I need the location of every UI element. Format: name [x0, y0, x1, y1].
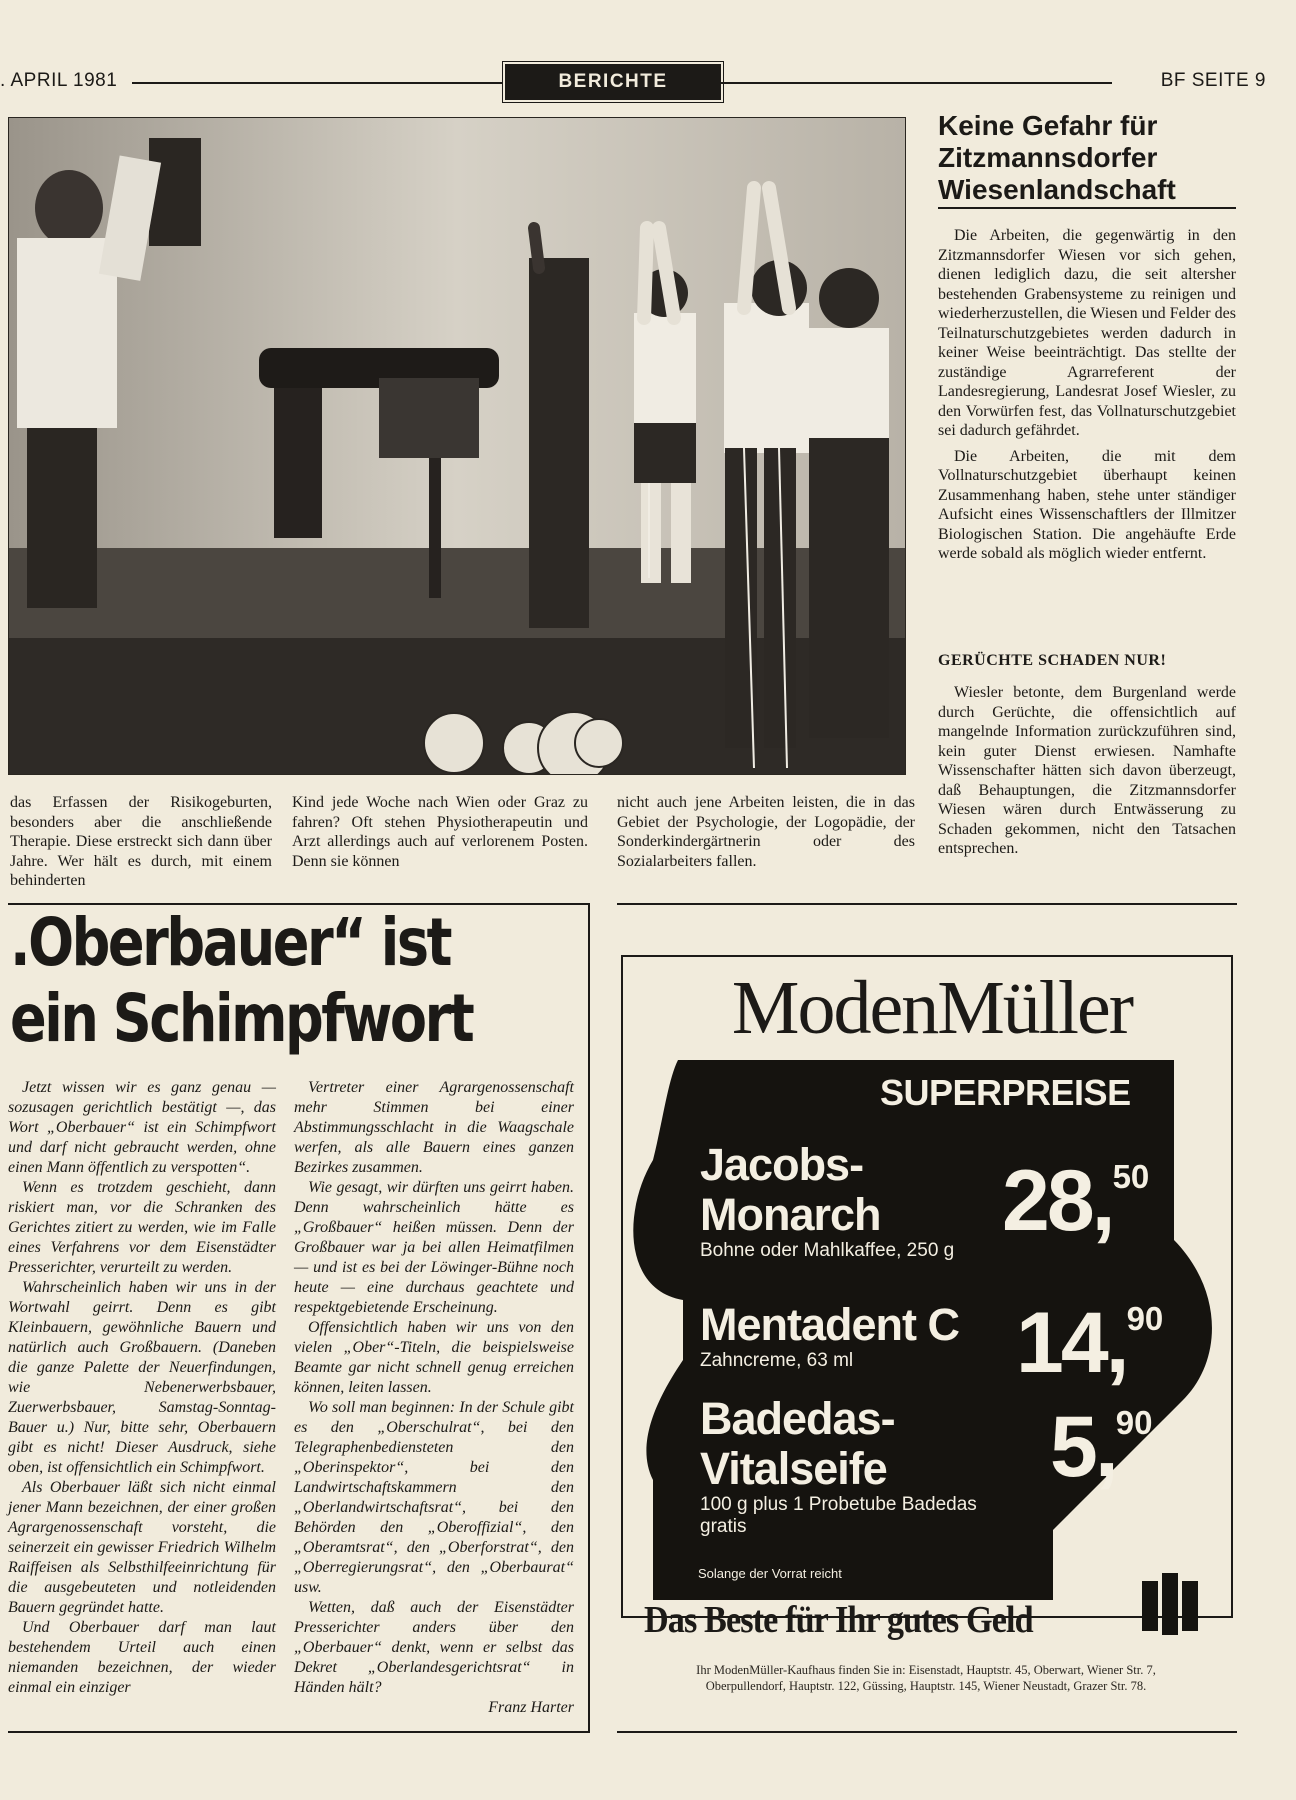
- price-cents: 90: [1115, 1404, 1153, 1441]
- ad-address-line: Oberpullendorf, Hauptstr. 122, Güssing, Hauptstr. 145, Wiener Neustadt, Grazer Str. 78.: [705, 1679, 1147, 1693]
- product-description: Zahncreme, 63 ml: [700, 1350, 854, 1371]
- article-subhead: GERÜCHTE SCHADEN NUR!: [938, 652, 1167, 669]
- article-column-3: nicht auch jene Arbeiten leisten, die in das Gebiet der Psychologie, der Logopädie, der Sonderkindergärtnerin oder des Sozialarbeiters fallen.: [617, 794, 915, 870]
- price-cents: 50: [1112, 1158, 1150, 1195]
- article-paragraph: Offensichtlich haben wir uns von den vielen „Ober“-Titeln, die beispielsweise Beamte gar nicht schnell genug erreichen können, leiten lassen.: [294, 1319, 574, 1396]
- article-column-1: [8, 1078, 276, 1698]
- article-column-2: Kind jede Woche nach Wien oder Graz zu fahren? Oft stehen Physiotherapeutin und Arzt allerdings auch auf verlorenem Posten. Denn sie können: [292, 794, 588, 870]
- price-main: 28,: [1002, 1153, 1113, 1249]
- article-column-1: das Erfassen der Risikogeburten, besonders aber die anschließende Therapie. Diese erstreckt sich dann über Jahre. Wer hält es durch, mit einem behinderten: [10, 794, 272, 889]
- product-name: Vitalseife: [700, 1443, 887, 1494]
- ad-price: [1050, 1399, 1153, 1495]
- article-paragraph: Wie gesagt, wir dürften uns geirrt haben. Denn wahrscheinlich hätte es „Großbauer“ heißen müssen. Denn der Großbauer war ja bei allen Heimatfilmen — und ist es bei der Löwinger-Bühne noch heute — eine durchaus geachtete und respektgebietende Erscheinung.: [294, 1179, 574, 1316]
- product-name: Jacobs-: [700, 1139, 864, 1190]
- article-paragraph: Die Arbeiten, die gegenwärtig in den Zitzmannsdorfer Wiesen vor sich gehen, dienen lediglich dazu, die seit altersher bestehenden Grabensysteme zu reinigen und wiederherzustellen, die Wiesen und Felder des Teilnaturschutzgebietes werden dadurch in keiner Weise beeinträchtigt. Das stellte der zuständige Agrarreferent der Landesregierung, Landesrat Josef Wiesler, zu den Vorwürfen fest, das Vollnaturschutzgebiet sei dadurch gefährdet.: [938, 227, 1236, 439]
- article-title-line: Zitzmannsdorfer: [938, 142, 1158, 173]
- header-date: . APRIL 1981: [0, 70, 118, 91]
- title-rule: [938, 207, 1236, 209]
- article-paragraph: Vertreter einer Agrargenossenschaft mehr Stimmen bei einer Abstimmungsschlacht in die Waagschale werfen, als alle Bauern eines ganzen Bezirkes zusammen.: [294, 1079, 574, 1176]
- header-page-number: BF SEITE 9: [1160, 70, 1266, 91]
- article-paragraph: Und Oberbauer darf man laut bestehendem Urteil auch einen niemanden bezeichnen, der wieder einmal ein einziger: [8, 1619, 276, 1696]
- article-paragraph: Wo soll man beginnen: In der Schule gibt es den „Oberschulrat“, bei den Telegraphenbediensteten den „Oberinspektor“, bei den Landwirtschaftskammern den „Oberlandwirtschaftsrat“, bei den Behörden den „Oberoffizial“, den „Oberamtsrat“, den „Oberforstrat“, den „Oberregierungsrat“, den „Oberbaurat“ usw.: [294, 1399, 574, 1596]
- divider-rule: [8, 1731, 590, 1733]
- product-description: Bohne oder Mahlkaffee, 250 g: [700, 1240, 955, 1261]
- ad-product: [700, 1300, 959, 1372]
- divider-rule: [617, 903, 1237, 905]
- article-title: [938, 110, 1238, 206]
- article-paragraph: Die Arbeiten, die mit dem Vollnaturschutzgebiet überhaupt keinen Zusammenhang haben, stehe unter ständiger Aufsicht eines Wissenschaftlers der Illmitzer Biologischen Station. Die angehäufte Erde werde sobald als möglich wieder entfernt.: [938, 447, 1236, 562]
- price-cents: 90: [1126, 1300, 1164, 1337]
- article-body: [938, 226, 1236, 570]
- ad-price: [1002, 1153, 1150, 1249]
- article-body-continued: [938, 683, 1236, 865]
- product-name: Badedas-: [700, 1393, 895, 1444]
- article-paragraph: Wahrscheinlich haben wir uns in der Wortwahl geirrt. Denn es gibt Kleinbauern, gewöhnliche Bauern und natürlich auch Großbauern. (Daneben die ganze Palette der Neuerfindungen, wie Nebenerwerbsbauer, Zuerwerbsbauer, Samstag-Sonntag-Bauer u.) Nur, bitte sehr, Oberbauern gibt es nicht! Dieser Ausdruck, siehe oben, ist offensichtlich ein Schimpfwort.: [8, 1279, 276, 1476]
- article-paragraph: Wenn es trotzdem geschieht, dann riskiert man, vor die Schranken des Gerichtes zitiert zu werden, wie im Falle eines Verfahrens vor dem Eisenstädter Presserichter, verurteilt zu werden.: [8, 1179, 276, 1276]
- article-title-line: Keine Gefahr für: [938, 110, 1158, 141]
- price-main: 14,: [1016, 1295, 1127, 1391]
- product-name: Mentadent C: [700, 1299, 959, 1350]
- ad-logo-icon: [1142, 1573, 1200, 1635]
- ad-brand: ModenMüller: [731, 966, 1133, 1050]
- article-paragraph: Wetten, daß auch der Eisenstädter Presserichter anders über den „Oberbauer“ denkt, wenn er selbst das Dekret „Oberlandesgerichtsrat“ in Händen hält?: [294, 1599, 574, 1696]
- ad-product: [700, 1140, 954, 1262]
- header-rule-left: [132, 82, 502, 84]
- article-paragraph: Als Oberbauer läßt sich nicht einmal jener Mann bezeichnen, der einer großen Agrargenossenschaft vorsteht, die seinerzeit ein gewisser Friedrich Wilhelm Raiffeisen als Selbsthilfeeinrichtung für die ausgebeuteten und notleidenden Bauern gegründet hatte.: [8, 1479, 276, 1616]
- headline: [10, 905, 486, 1057]
- article-paragraph: Wiesler betonte, dem Burgenland werde durch Gerüchte, die offensichtlich auf mangelnde Information zurückzuführen sind, kein guter Dienst erwiesen. Namhafte Wissenschafter hätten sich davon überzeugt, daß Behauptungen, die Zitzmannsdorfer Wiesen wären durch Entwässerung zu Schaden gekommen, nicht den Tatsachen entsprechen.: [938, 684, 1236, 857]
- news-photo: [8, 117, 906, 775]
- ad-address: [620, 1662, 1232, 1694]
- divider-rule-vertical: [588, 903, 590, 1733]
- ad-price: [1016, 1295, 1164, 1391]
- divider-rule: [617, 1731, 1237, 1733]
- article-column-2: [294, 1078, 574, 1718]
- ad-note: Solange der Vorrat reicht: [698, 1566, 842, 1581]
- headline-line: ein Schimpfwort: [10, 980, 473, 1057]
- price-main: 5,: [1050, 1399, 1116, 1495]
- header-rule-right: [720, 82, 1112, 84]
- section-label: BERICHTE: [505, 64, 721, 100]
- ad-address-line: Ihr ModenMüller-Kaufhaus finden Sie in: Eisenstadt, Hauptstr. 45, Oberwart, Wiener Str. 7,: [696, 1663, 1156, 1677]
- article-title-line: Wiesenlandschaft: [938, 174, 1176, 205]
- headline-line: .Oberbauer“ ist: [10, 904, 451, 981]
- product-name: Monarch: [700, 1189, 881, 1240]
- ad-slogan: Das Beste für Ihr gutes Geld: [644, 1599, 1033, 1641]
- product-description: 100 g plus 1 Probetube Badedas gratis: [700, 1494, 977, 1537]
- ad-product: [700, 1394, 980, 1538]
- article-paragraph: Jetzt wissen wir es ganz genau — sozusagen gerichtlich bestätigt —, das Wort „Oberbauer“ ist ein Schimpfwort und darf nicht gebraucht werden, ohne einen Mann öffentlich zu verspotten“.: [8, 1079, 276, 1176]
- ad-banner: SUPERPREISE: [880, 1072, 1131, 1113]
- author-byline: Franz Harter: [488, 1699, 574, 1716]
